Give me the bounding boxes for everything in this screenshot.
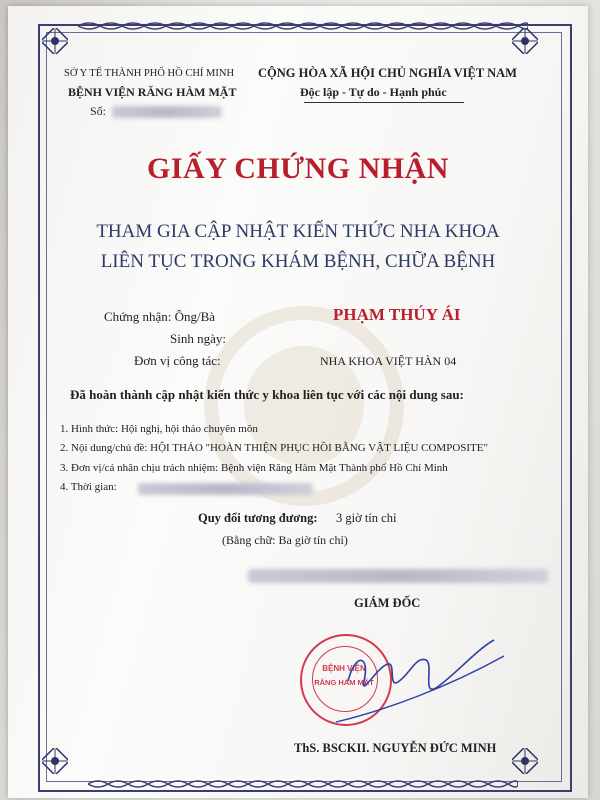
top-ornament-band bbox=[78, 20, 528, 32]
content-item: 1. Hình thức: Hội nghị, hội thảo chuyên môn bbox=[60, 423, 258, 435]
redacted-date-place bbox=[248, 569, 548, 583]
certificate-title: GIẤY CHỨNG NHẬN bbox=[147, 152, 449, 185]
unit-label: Đơn vị công tác: bbox=[134, 353, 221, 368]
header-country: CỘNG HÒA XÃ HỘI CHỦ NGHĨA VIỆT NAM bbox=[258, 66, 517, 80]
credit-in-words: (Bằng chữ: Ba giờ tín chỉ) bbox=[222, 533, 348, 547]
credit-label: Quy đổi tương đương: bbox=[198, 511, 318, 525]
document-number-label: Số: bbox=[90, 104, 107, 118]
header-hospital: BỆNH VIỆN RĂNG HÀM MẶT bbox=[68, 85, 237, 99]
bottom-ornament-band bbox=[88, 778, 518, 790]
certificate-subtitle-line2: LIÊN TỤC TRONG KHÁM BỆNH, CHỮA BỆNH bbox=[100, 251, 496, 272]
signatory-name: ThS. BSCKII. NGUYỄN ĐỨC MINH bbox=[294, 741, 497, 755]
seal-text-line2: RĂNG HÀM MẶT bbox=[314, 678, 374, 687]
certificate-subtitle-line1: THAM GIA CẬP NHẬT KIẾN THỨC NHA KHOA bbox=[96, 221, 500, 242]
corner-ornament-icon bbox=[42, 748, 68, 774]
header-department: SỞ Y TẾ THÀNH PHỐ HỒ CHÍ MINH bbox=[64, 68, 235, 79]
handwritten-signature-icon bbox=[326, 626, 516, 736]
dob-label: Sinh ngày: bbox=[170, 331, 226, 346]
certificate-paper bbox=[8, 6, 588, 798]
recipient-name: PHẠM THÚY ÁI bbox=[333, 305, 461, 324]
corner-ornament-icon bbox=[512, 28, 538, 54]
completion-statement: Đã hoàn thành cập nhật kiến thức y khoa liên tục với các nội dung sau: bbox=[70, 387, 464, 402]
recipient-name-label: Chứng nhận: Ông/Bà bbox=[104, 309, 216, 324]
content-item: 3. Đơn vị/cá nhân chịu trách nhiệm: Bệnh viện Răng Hàm Mặt Thành phố Hồ Chí Minh bbox=[60, 462, 448, 474]
motto-underline bbox=[304, 102, 464, 103]
credit-value: 3 giờ tín chỉ bbox=[336, 511, 397, 525]
signature-role: GIÁM ĐỐC bbox=[354, 596, 421, 610]
header-motto: Độc lập - Tự do - Hạnh phúc bbox=[300, 85, 447, 99]
corner-ornament-icon bbox=[42, 28, 68, 54]
unit-value: NHA KHOA VIỆT HÀN 04 bbox=[320, 354, 457, 368]
content-item: 4. Thời gian: bbox=[60, 481, 117, 493]
redacted-number bbox=[112, 106, 222, 118]
redacted-time bbox=[138, 483, 313, 495]
corner-ornament-icon bbox=[512, 748, 538, 774]
content-item: 2. Nội dung/chủ đề: HỘI THẢO "HOÀN THIỆN PHỤC HỒI BẰNG VẬT LIỆU COMPOSITE" bbox=[60, 442, 488, 454]
seal-text-line1: BỆNH VIỆN bbox=[322, 664, 366, 673]
